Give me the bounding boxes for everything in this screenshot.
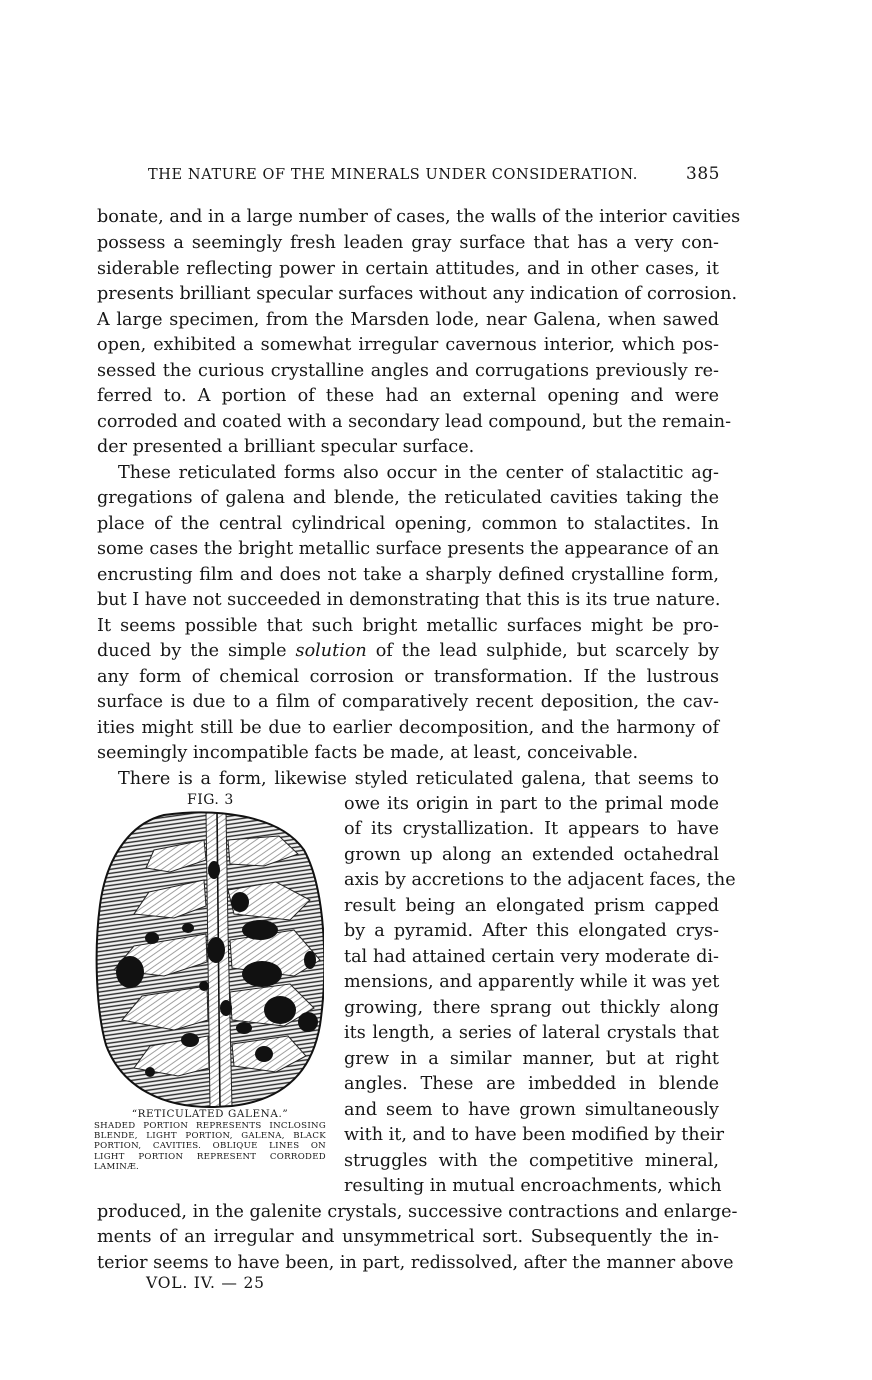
text-line: with it, and to have been modified by their	[344, 1125, 725, 1145]
figure-caption	[94, 1108, 326, 1172]
text-line: produced, in the galenite crystals, successive contractions and enlarge-	[97, 1202, 738, 1222]
text-line: struggles with the competitive mineral,	[344, 1151, 719, 1171]
text-line: its length, a series of lateral crystals that	[344, 1023, 719, 1043]
text-line: presents brilliant specular surfaces without any indication of corrosion.	[97, 284, 738, 304]
reticulated-galena-figure	[94, 810, 324, 1110]
text-line: but I have not succeeded in demonstrating that this is its true nature.	[97, 590, 721, 610]
text-line: sessed the curious crystalline angles and corrugations previously re-	[97, 361, 719, 381]
text-line: grown up along an extended octahedral	[344, 845, 719, 865]
text-line: of its crystallization. It appears to have	[344, 819, 719, 839]
text-line: and seem to have grown simultaneously	[344, 1100, 719, 1120]
text-line: There is a form, likewise styled reticulated galena, that seems to	[118, 769, 719, 789]
emphasis-solution: solution	[295, 641, 367, 661]
text-line: open, exhibited a somewhat irregular cavernous interior, which pos-	[97, 335, 719, 355]
text-line: angles. These are imbedded in blende	[344, 1074, 719, 1094]
text-line: some cases the bright metallic surface presents the appearance of an	[97, 539, 719, 559]
text-line: gregations of galena and blende, the reticulated cavities taking the	[97, 488, 719, 508]
text-line	[97, 638, 719, 664]
text-line: encrusting film and does not take a sharply defined crystalline form,	[97, 565, 719, 585]
text-line: growing, there sprang out thickly along	[344, 998, 719, 1018]
reticulated-galena-engraving-icon	[94, 810, 324, 1110]
text-line: A large specimen, from the Marsden lode, near Galena, when sawed	[97, 310, 719, 330]
text-line: ments of an irregular and unsymmetrical sort. Subsequently the in-	[97, 1227, 719, 1247]
text-line: result being an elongated prism capped	[344, 896, 719, 916]
text-line: It seems possible that such bright metallic surfaces might be pro-	[97, 616, 719, 636]
text-run: of the lead sulphide, but scarcely by	[366, 641, 719, 661]
page-number: 385	[686, 164, 720, 184]
running-head	[148, 164, 720, 184]
text-run: duced by the simple	[97, 641, 296, 661]
text-line: by a pyramid. After this elongated crys-	[344, 921, 719, 941]
text-line: tal had attained certain very moderate di-	[344, 947, 719, 967]
text-line: siderable reflecting power in certain attitudes, and in other cases, it	[97, 259, 719, 279]
text-line: mensions, and apparently while it was yet	[344, 972, 720, 992]
text-line: ferred to. A portion of these had an external opening and were	[97, 386, 719, 406]
volume-signature: VOL. IV. — 25	[146, 1274, 265, 1292]
text-line: place of the central cylindrical opening, common to stalactites. In	[97, 514, 719, 534]
text-line: ities might still be due to earlier decomposition, and the harmony of	[97, 718, 719, 738]
text-line: any form of chemical corrosion or transformation. If the lustrous	[97, 667, 719, 687]
text-line: owe its origin in part to the primal mode	[344, 794, 719, 814]
text-line: terior seems to have been, in part, redissolved, after the manner above	[97, 1253, 734, 1273]
text-line: resulting in mutual encroachments, which	[344, 1176, 722, 1196]
text-line: surface is due to a film of comparatively recent deposition, the cav-	[97, 692, 719, 712]
text-line: possess a seemingly fresh leaden gray surface that has a very con-	[97, 233, 719, 253]
caption-body: SHADED PORTION REPRESENTS INCLOSING BLENDE, LIGHT PORTION, GALENA, BLACK PORTION, CAVITIES. OBLIQUE LINES ON LIGHT PORTION REPRESENT CORRODED LAMINÆ.	[94, 1121, 326, 1172]
figure-label: FIG. 3	[187, 792, 234, 808]
text-line: bonate, and in a large number of cases, the walls of the interior cavities	[97, 207, 741, 227]
text-line: seemingly incompatible facts be made, at least, conceivable.	[97, 743, 639, 763]
text-line: der presented a brilliant specular surface.	[97, 437, 475, 457]
text-line: These reticulated forms also occur in the center of stalactitic ag-	[118, 463, 719, 483]
text-line: axis by accretions to the adjacent faces, the	[344, 870, 736, 890]
text-line: grew in a similar manner, but at right	[344, 1049, 719, 1069]
running-head-title: THE NATURE OF THE MINERALS UNDER CONSIDERATION.	[148, 167, 638, 183]
caption-title: “RETICULATED GALENA.”	[131, 1108, 289, 1120]
text-line: corroded and coated with a secondary lead compound, but the remain-	[97, 412, 732, 432]
